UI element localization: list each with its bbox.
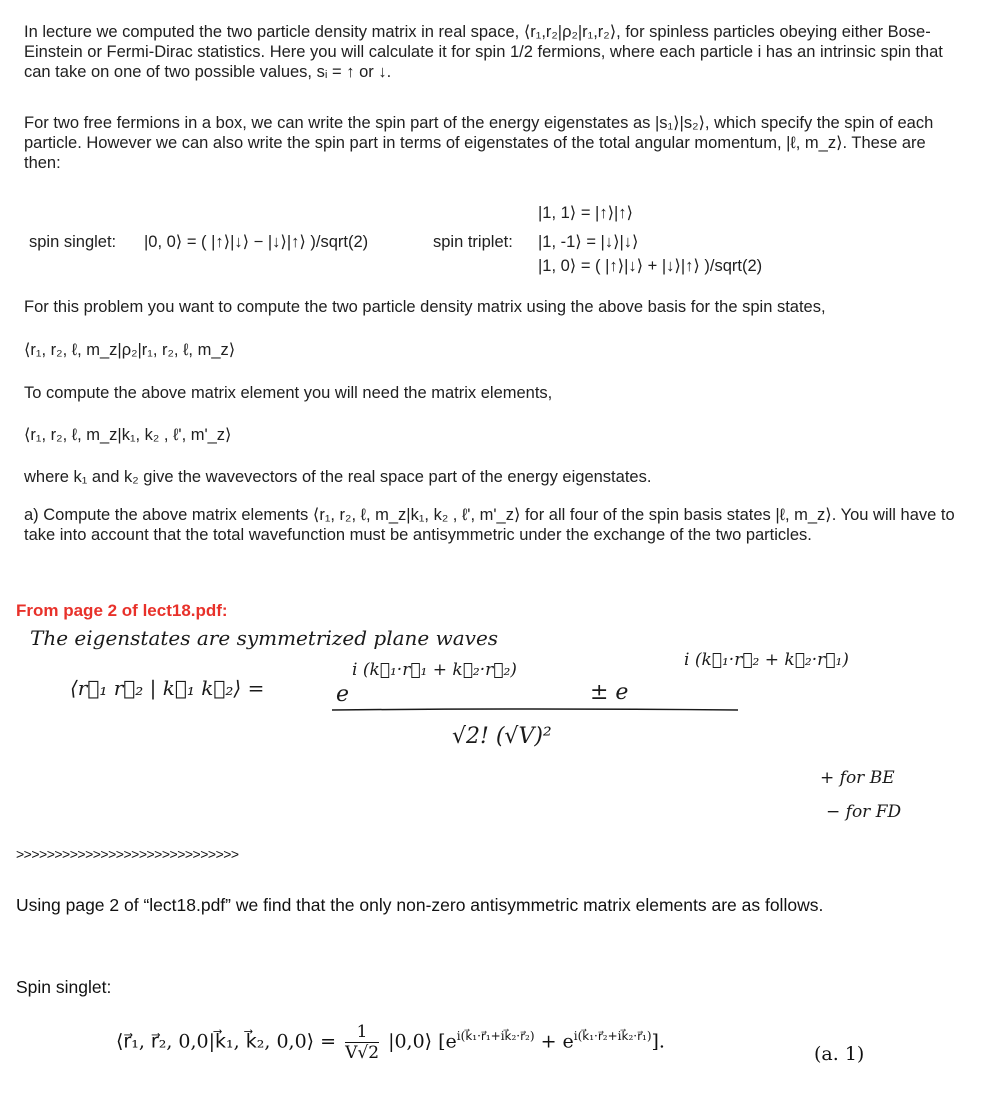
problem-para5: where k₁ and k₂ give the wavevectors of the real space part of the energy eigenstates. xyxy=(24,468,652,486)
matrix-element-k: ⟨r₁, r₂, ℓ, m_z|k₁, k₂ , ℓ', m'_z⟩ xyxy=(24,426,232,444)
handwritten-pm: ± e xyxy=(590,680,629,705)
handwritten-exp2: i (k⃗₁·r⃗₂ + k⃗₂·r⃗₁) xyxy=(684,650,849,670)
handwritten-be: + for BE xyxy=(820,768,895,788)
eq-plus: + e xyxy=(534,1030,574,1053)
problem-intro: In lecture we computed the two particle density matrix in real space, ⟨r₁,r₂|ρ₂|r₁,r₂⟩, for spinless particles obeying either Bose-Einstein or Fermi-Dirac statistics. Here you will calculate it for spin 1/2 fermions, where each particle i has an intrinsic spin that can take on one of two possible values, sᵢ = ↑ or ↓. xyxy=(24,23,943,81)
triplet-label: spin triplet: xyxy=(433,233,513,251)
singlet-label: spin singlet: xyxy=(29,233,117,251)
problem-para3: For this problem you want to compute the two particle density matrix using the above basis for the spin states, xyxy=(24,298,826,316)
triplet-3: |1, 0⟩ = ( |↑⟩|↓⟩ + |↓⟩|↑⟩ )/sqrt(2) xyxy=(538,257,763,275)
singlet-equation: |0, 0⟩ = ( |↑⟩|↓⟩ − |↓⟩|↑⟩ )/sqrt(2) xyxy=(144,233,369,251)
problem-para2: For two free fermions in a box, we can write the spin part of the energy eigenstates as |s₁⟩|s₂⟩, which specify the spin of each particle. However we can also write the spin part in terms of eigenstates of the total angular momentum, |ℓ, m_z⟩. These are then: xyxy=(24,114,934,172)
problem-para4: To compute the above matrix element you will need the matrix elements, xyxy=(24,384,553,402)
handwritten-lhs: ⟨r⃗₁ r⃗₂ | k⃗₁ k⃗₂⟩ = xyxy=(70,676,265,700)
equation-a1 xyxy=(116,1022,665,1063)
part-a: a) Compute the above matrix elements ⟨r₁, r₂, ℓ, m_z|k₁, k₂ , ℓ', m'_z⟩ for all four of the spin basis states |ℓ, m_z⟩. You will have to take into account that the total wavefunction must be antisymmetric under the exchange of the two particles. xyxy=(24,506,955,544)
eq-numerator: 1 xyxy=(345,1022,379,1043)
handwritten-denominator: √2! (√V)² xyxy=(452,724,552,749)
eq-close: ]. xyxy=(651,1030,665,1053)
handwritten-exp1: i (k⃗₁·r⃗₁ + k⃗₂·r⃗₂) xyxy=(352,660,517,680)
eq-exp1: i(k⃗₁·r⃗₁+ik⃗₂·r⃗₂) xyxy=(456,1029,535,1044)
triplet-1: |1, 1⟩ = |↑⟩|↑⟩ xyxy=(538,204,633,222)
equation-label: (a. 1) xyxy=(814,1043,865,1065)
fraction-bar xyxy=(330,706,740,714)
eq-denominator: V√2 xyxy=(345,1043,380,1063)
arrow-separator: >>>>>>>>>>>>>>>>>>>>>>>>>>>>> xyxy=(16,846,239,862)
singlet-heading: Spin singlet: xyxy=(16,977,112,997)
eq-fraction xyxy=(345,1022,379,1063)
solution-text: Using page 2 of “lect18.pdf” we find that the only non-zero antisymmetric matrix elements are as follows. xyxy=(16,895,824,915)
handwritten-line1: The eigenstates are symmetrized plane waves xyxy=(30,626,499,650)
source-reference: From page 2 of lect18.pdf: xyxy=(16,601,228,620)
triplet-2: |1, -1⟩ = |↓⟩|↓⟩ xyxy=(538,233,639,251)
matrix-element-rho: ⟨r₁, r₂, ℓ, m_z|ρ₂|r₁, r₂, ℓ, m_z⟩ xyxy=(24,341,236,359)
eq-exp2: i(k⃗₁·r⃗₂+ik⃗₂·r⃗₁) xyxy=(573,1029,652,1044)
handwritten-fd: − for FD xyxy=(826,802,902,822)
eq-ket: |0,0⟩ [e xyxy=(388,1030,457,1053)
eq-lhs: ⟨r⃗₁, r⃗₂, 0,0|k⃗₁, k⃗₂, 0,0⟩ = xyxy=(116,1030,337,1053)
